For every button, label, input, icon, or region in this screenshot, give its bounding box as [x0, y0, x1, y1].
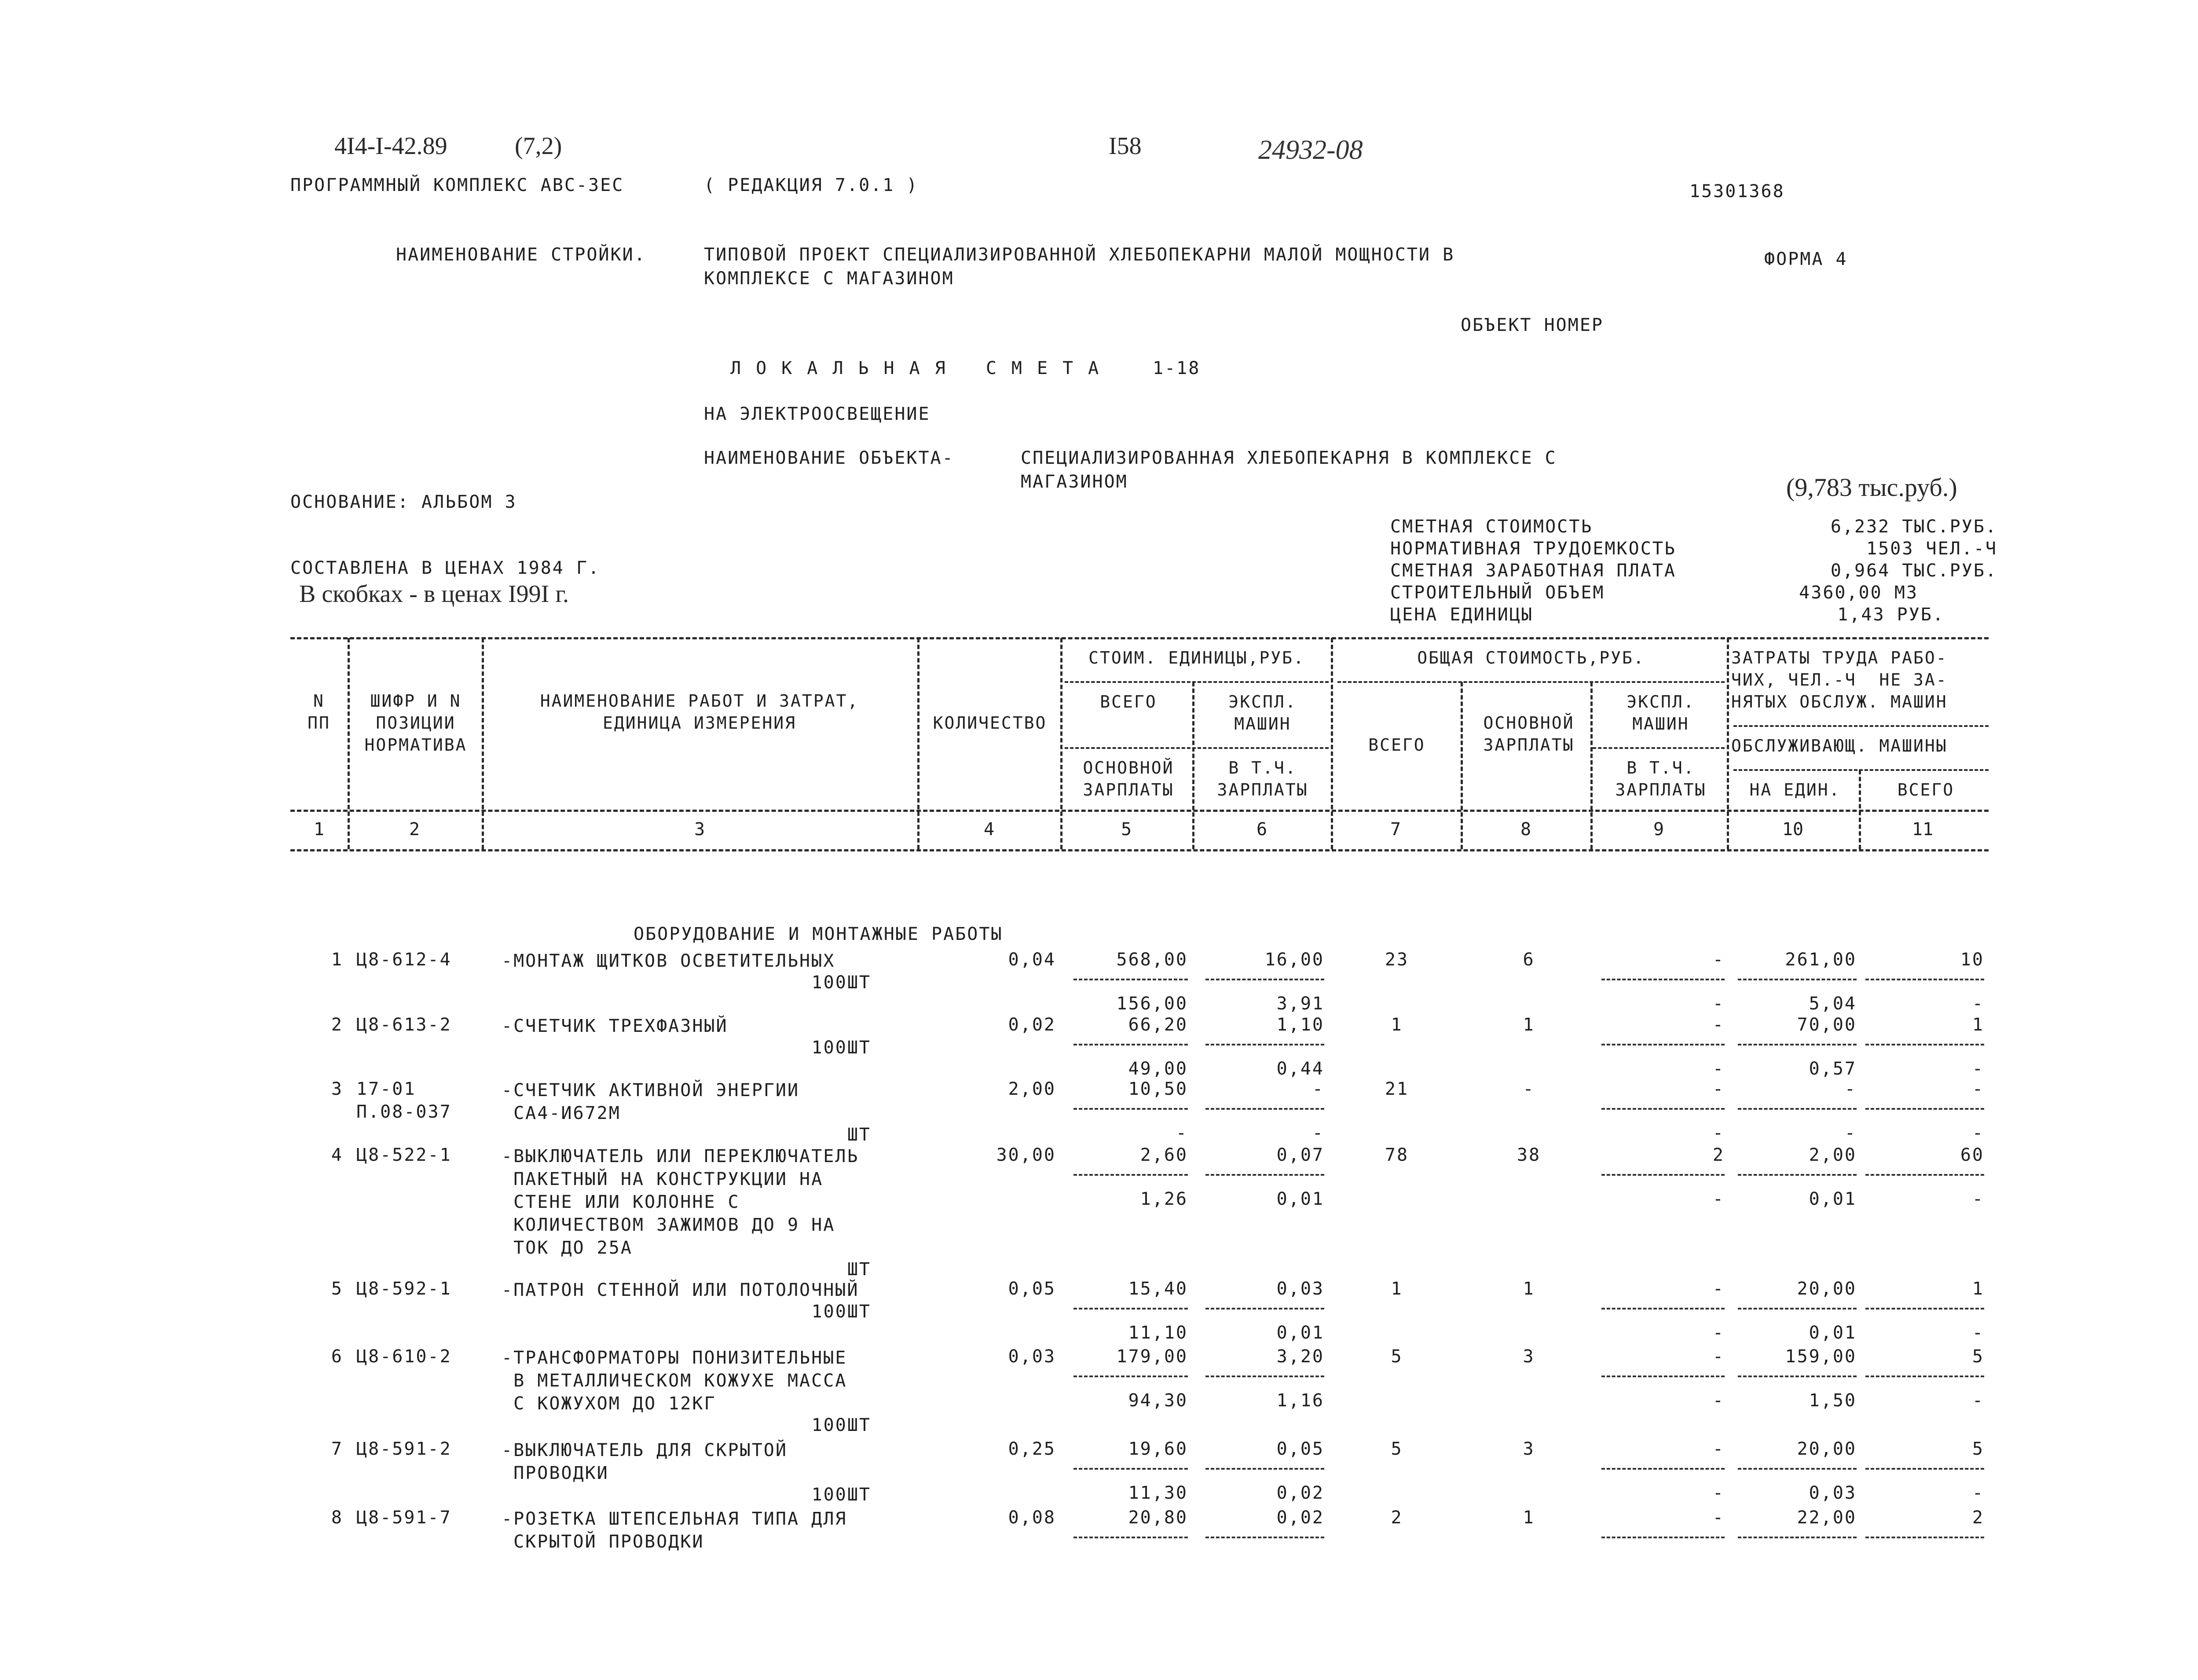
row-separator	[1601, 1468, 1725, 1470]
row-c6: 16,00	[1264, 950, 1324, 970]
row-separator	[1601, 1044, 1725, 1045]
summary-label: ЦЕНА ЕДИНИЦЫ	[1390, 605, 1533, 625]
row-c5: 10,50	[1128, 1079, 1188, 1099]
row-c7: 21	[1385, 1079, 1409, 1099]
row-separator	[1205, 979, 1324, 980]
construction-label: НАИМЕНОВАНИЕ СТРОЙКИ.	[396, 245, 646, 265]
row-separator	[1601, 1174, 1725, 1176]
summary-value: 1,43 РУБ.	[1837, 605, 1945, 625]
row-c10: 2,00	[1809, 1145, 1857, 1165]
object-number-label: ОБЪЕКТ НОМЕР	[1461, 315, 1604, 335]
row-separator	[1205, 1044, 1324, 1045]
row-c5b: 156,00	[1116, 994, 1188, 1014]
row-c8: 3	[1523, 1346, 1535, 1367]
row-separator	[1865, 979, 1984, 980]
row-c11: 5	[1972, 1346, 1984, 1367]
col-header-c7: ВСЕГО	[1368, 735, 1425, 755]
row-c10: 159,00	[1785, 1346, 1857, 1367]
row-c7: 23	[1385, 950, 1409, 970]
row-c10b: 0,01	[1809, 1323, 1857, 1343]
row-code: Ц8-591-2	[356, 1439, 452, 1459]
row-c5: 179,00	[1116, 1346, 1188, 1367]
estimate-subject: НА ЭЛЕКТРООСВЕЩЕНИЕ	[704, 404, 930, 424]
row-unit: ШТ	[847, 1259, 871, 1280]
row-c8: -	[1523, 1079, 1535, 1099]
col-number: 9	[1653, 819, 1664, 840]
summary-label: СМЕТНАЯ СТОИМОСТЬ	[1390, 517, 1593, 537]
summary-value: 4360,00 М3	[1799, 583, 1918, 603]
row-c9: -	[1712, 1508, 1725, 1528]
subheader-rule	[1065, 747, 1329, 749]
col-number: 1	[313, 819, 325, 840]
row-c5b: 49,00	[1128, 1059, 1188, 1079]
row-separator	[1205, 1468, 1324, 1470]
row-c6: -	[1312, 1079, 1324, 1099]
row-number: 5	[331, 1279, 343, 1299]
row-description: -СЧЕТЧИК ТРЕХФАЗНЫЙ	[502, 1016, 728, 1036]
row-c9b: -	[1712, 1323, 1725, 1343]
col-number: 11	[1912, 819, 1934, 840]
summary-label: СТРОИТЕЛЬНЫЙ ОБЪЕМ	[1390, 583, 1605, 603]
row-c11: 60	[1960, 1145, 1984, 1165]
document-code: 4I4-I-42.89	[334, 132, 447, 160]
row-code: Ц8-612-4	[356, 950, 452, 970]
col-number: 7	[1390, 819, 1401, 840]
row-unit: 100ШТ	[811, 972, 871, 993]
row-c11b: -	[1972, 1123, 1984, 1143]
row-c5b: 11,30	[1128, 1483, 1188, 1503]
row-separator	[1865, 1468, 1984, 1470]
estimate-title: ЛОКАЛЬНАЯ СМЕТА	[730, 358, 1114, 378]
row-separator	[1205, 1108, 1324, 1110]
col-number: 4	[983, 819, 995, 840]
row-code: Ц8-522-1	[356, 1145, 452, 1165]
col-header-labor: ЗАТРАТЫ ТРУДА РАБО- ЧИХ, ЧЕЛ.-Ч НЕ ЗА- НЯТЫХ ОБСЛУЖ. МАШИН	[1731, 648, 1948, 712]
col-number: 2	[409, 819, 420, 840]
row-c6: 1,10	[1276, 1015, 1324, 1035]
col-number: 5	[1121, 819, 1132, 840]
row-c7: 1	[1391, 1279, 1403, 1299]
row-c7: 1	[1391, 1015, 1403, 1035]
row-separator	[1073, 979, 1188, 980]
row-separator	[1601, 1108, 1725, 1110]
col-header-c5-bottom: ОСНОВНОЙ ЗАРПЛАТЫ	[1083, 758, 1174, 800]
col-header-unit-cost: СТОИМ. ЕДИНИЦЫ,РУБ.	[1088, 648, 1305, 668]
row-qty: 2,00	[1008, 1079, 1056, 1099]
summary-label: НОРМАТИВНАЯ ТРУДОЕМКОСТЬ	[1390, 539, 1676, 559]
construction-line-1: ТИПОВОЙ ПРОЕКТ СПЕЦИАЛИЗИРОВАННОЙ ХЛЕБОПЕКАРНИ МАЛОЙ МОЩНОСТИ В	[704, 245, 1455, 265]
header-rule-top	[290, 637, 1989, 639]
row-code: Ц8-613-2	[356, 1015, 452, 1035]
row-separator	[1865, 1044, 1984, 1045]
handwritten-number: 24932-08	[1258, 135, 1363, 165]
row-c8: 1	[1523, 1508, 1535, 1528]
row-code: Ц8-610-2	[356, 1346, 452, 1367]
program-edition: ( РЕДАКЦИЯ 7.0.1 )	[704, 175, 919, 195]
row-c9b: -	[1712, 1123, 1725, 1143]
row-separator	[1738, 1308, 1857, 1310]
row-separator	[1073, 1376, 1188, 1377]
row-c6b: 3,91	[1276, 994, 1324, 1014]
col-header-c9-bottom: В Т.Ч. ЗАРПЛАТЫ	[1615, 758, 1707, 800]
summary-value: 6,232 ТЫС.РУБ.	[1830, 517, 1997, 537]
header-rule-bottom	[290, 849, 1989, 851]
col-number: 8	[1520, 819, 1531, 840]
row-separator	[1205, 1537, 1324, 1538]
row-c5: 66,20	[1128, 1015, 1188, 1035]
row-unit: 100ШТ	[811, 1038, 871, 1058]
subheader-rule	[1593, 747, 1725, 749]
basis: ОСНОВАНИЕ: АЛЬБОМ 3	[290, 492, 517, 512]
document-part: (7,2)	[515, 132, 562, 160]
row-c5: 568,00	[1116, 950, 1188, 970]
row-description: -ВЫКЛЮЧАТЕЛЬ ДЛЯ СКРЫТОЙ ПРОВОДКИ	[502, 1440, 788, 1483]
row-number: 7	[331, 1439, 343, 1459]
row-c10b: 0,57	[1809, 1059, 1857, 1079]
row-description: -МОНТАЖ ЩИТКОВ ОСВЕТИТЕЛЬНЫХ	[502, 951, 835, 971]
row-c10b: 5,04	[1809, 994, 1857, 1014]
col-divider	[348, 638, 350, 849]
program-name: ПРОГРАММНЫЙ КОМПЛЕКС АВС-3ЕС	[290, 175, 624, 195]
summary-value: 1503 ЧЕЛ.-Ч	[1866, 539, 1997, 559]
row-c11: 10	[1960, 950, 1984, 970]
row-c5b: 11,10	[1128, 1323, 1188, 1343]
col-header-c10: НА ЕДИН.	[1749, 780, 1841, 800]
row-c6b: 0,02	[1276, 1483, 1324, 1503]
row-code: Ц8-591-7	[356, 1508, 452, 1528]
row-separator	[1601, 979, 1725, 980]
row-description: -ПАТРОН СТЕННОЙ ИЛИ ПОТОЛОЧНЫЙ	[502, 1280, 859, 1300]
section-title: ОБОРУДОВАНИЕ И МОНТАЖНЫЕ РАБОТЫ	[634, 924, 1003, 944]
row-separator	[1865, 1108, 1984, 1110]
row-c6b: 0,01	[1276, 1189, 1324, 1209]
col-header-c9-top: ЭКСПЛ. МАШИН	[1627, 692, 1695, 734]
row-c6b: 0,01	[1276, 1323, 1324, 1343]
row-number: 1	[331, 950, 343, 970]
row-c8: 1	[1523, 1279, 1535, 1299]
row-c8: 38	[1517, 1145, 1541, 1165]
row-code: 17-01	[356, 1079, 416, 1099]
row-separator	[1601, 1376, 1725, 1377]
row-c11: 1	[1972, 1015, 1984, 1035]
row-c10: 20,00	[1797, 1439, 1857, 1459]
cost-1991: (9,783 тыс.руб.)	[1786, 473, 1957, 502]
form-label: ФОРМА 4	[1764, 249, 1848, 269]
row-separator	[1738, 1044, 1857, 1045]
row-separator	[1865, 1537, 1984, 1538]
row-qty: 0,25	[1008, 1439, 1056, 1459]
summary-label: СМЕТНАЯ ЗАРАБОТНАЯ ПЛАТА	[1390, 561, 1676, 581]
row-separator	[1738, 1468, 1857, 1470]
row-number: 3	[331, 1079, 343, 1099]
row-c7: 5	[1391, 1439, 1403, 1459]
col-header-quantity: КОЛИЧЕСТВО	[933, 713, 1047, 733]
row-c7: 78	[1385, 1145, 1409, 1165]
row-qty: 0,08	[1008, 1508, 1056, 1528]
object-line-2: МАГАЗИНОМ	[1021, 472, 1128, 492]
row-c8: 1	[1523, 1015, 1535, 1035]
col-number: 6	[1256, 819, 1268, 840]
col-header-c6-bottom: В Т.Ч. ЗАРПЛАТЫ	[1217, 758, 1308, 800]
row-c10b: -	[1844, 1123, 1857, 1143]
col-divider	[1060, 638, 1062, 849]
row-c9: -	[1712, 1079, 1725, 1099]
row-separator	[1738, 1108, 1857, 1110]
col-header-c8: ОСНОВНОЙ ЗАРПЛАТЫ	[1483, 713, 1575, 755]
row-c11: -	[1972, 1079, 1984, 1099]
stamp-number: 15301368	[1689, 181, 1785, 202]
col-divider	[1590, 682, 1593, 849]
row-c7: 5	[1391, 1346, 1403, 1367]
row-unit: ШТ	[847, 1125, 871, 1145]
row-c9b: -	[1712, 1189, 1725, 1209]
row-c6b: -	[1312, 1123, 1324, 1143]
col-header-n: N ПП	[308, 691, 330, 733]
row-c10b: 0,01	[1809, 1189, 1857, 1209]
row-separator	[1738, 979, 1857, 980]
row-separator	[1738, 1376, 1857, 1377]
row-number: 4	[331, 1145, 343, 1165]
col-header-name: НАИМЕНОВАНИЕ РАБОТ И ЗАТРАТ, ЕДИНИЦА ИЗМЕРЕНИЯ	[540, 691, 859, 733]
row-separator	[1073, 1308, 1188, 1310]
row-c9: -	[1712, 1015, 1725, 1035]
row-separator	[1073, 1174, 1188, 1176]
row-qty: 0,04	[1008, 950, 1056, 970]
row-separator	[1865, 1308, 1984, 1310]
row-c11: 1	[1972, 1279, 1984, 1299]
row-c9b: -	[1712, 1483, 1725, 1503]
col-number: 10	[1782, 819, 1804, 840]
col-number: 3	[694, 819, 705, 840]
col-header-c6-top: ЭКСПЛ. МАШИН	[1228, 692, 1297, 734]
row-description: -ТРАНСФОРМАТОРЫ ПОНИЗИТЕЛЬНЫЕ В МЕТАЛЛИЧЕСКОМ КОЖУХЕ МАССА С КОЖУХОМ ДО 12КГ	[502, 1348, 847, 1414]
row-c5: 15,40	[1128, 1279, 1188, 1299]
col-divider	[1461, 682, 1463, 849]
row-c6b: 1,16	[1276, 1390, 1324, 1411]
row-qty: 0,02	[1008, 1015, 1056, 1035]
row-qty: 0,03	[1008, 1346, 1056, 1367]
row-c9: -	[1712, 1279, 1725, 1299]
row-separator	[1601, 1308, 1725, 1310]
row-description: -ВЫКЛЮЧАТЕЛЬ ИЛИ ПЕРЕКЛЮЧАТЕЛЬ ПАКЕТНЫЙ НА КОНСТРУКЦИИ НА СТЕНЕ ИЛИ КОЛОННЕ С КОЛИЧЕСТВОМ ЗАЖИМОВ ДО 9 НА ТОК ДО 25А	[502, 1146, 859, 1258]
subheader-rule	[1065, 681, 1329, 683]
summary-value: 0,964 ТЫС.РУБ.	[1830, 561, 1997, 581]
row-c11b: -	[1972, 1323, 1984, 1343]
subheader-rule	[1733, 725, 1989, 727]
row-separator	[1073, 1468, 1188, 1470]
row-c5b: 94,30	[1128, 1390, 1188, 1411]
row-c9b: -	[1712, 1059, 1725, 1079]
col-header-code: ШИФР И N ПОЗИЦИИ НОРМАТИВА	[364, 691, 467, 755]
row-c10b: 1,50	[1809, 1390, 1857, 1411]
header-rule-middle	[290, 810, 1989, 812]
row-separator	[1205, 1308, 1324, 1310]
row-separator	[1205, 1174, 1324, 1176]
col-divider	[482, 638, 484, 849]
row-c8: 6	[1523, 950, 1535, 970]
row-unit: 100ШТ	[811, 1302, 871, 1322]
object-label: НАИМЕНОВАНИЕ ОБЪЕКТА-	[704, 448, 954, 468]
subheader-rule	[1733, 769, 1989, 771]
row-c9: -	[1712, 1439, 1725, 1459]
prices-1991-note: В скобках - в ценах I99I г.	[299, 580, 569, 608]
row-c11b: -	[1972, 1189, 1984, 1209]
row-c9b: -	[1712, 994, 1725, 1014]
row-qty: 0,05	[1008, 1279, 1056, 1299]
row-separator	[1073, 1537, 1188, 1538]
row-code-extra: П.08-037	[356, 1102, 452, 1122]
row-c8: 3	[1523, 1439, 1535, 1459]
col-divider	[1727, 638, 1729, 849]
row-number: 8	[331, 1508, 343, 1528]
row-c6b: 0,44	[1276, 1059, 1324, 1079]
prices-year: СОСТАВЛЕНА В ЦЕНАХ 1984 Г.	[290, 558, 601, 578]
row-description: -РОЗЕТКА ШТЕПСЕЛЬНАЯ ТИПА ДЛЯ СКРЫТОЙ ПРОВОДКИ	[502, 1509, 847, 1552]
row-c5: 19,60	[1128, 1439, 1188, 1459]
row-c10b: 0,03	[1809, 1483, 1857, 1503]
row-c5b: 1,26	[1140, 1189, 1188, 1209]
row-separator	[1601, 1537, 1725, 1538]
row-c6: 0,07	[1276, 1145, 1324, 1165]
row-c5: 2,60	[1140, 1145, 1188, 1165]
row-c11b: -	[1972, 1390, 1984, 1411]
row-separator	[1865, 1376, 1984, 1377]
row-c10: 20,00	[1797, 1279, 1857, 1299]
row-c7: 2	[1391, 1508, 1403, 1528]
estimate-number: 1-18	[1153, 358, 1201, 378]
col-header-labor-sub: ОБСЛУЖИВАЮЩ. МАШИНЫ	[1731, 736, 1948, 756]
row-c10: -	[1844, 1079, 1857, 1099]
row-c9b: -	[1712, 1390, 1725, 1411]
row-c11b: -	[1972, 1483, 1984, 1503]
row-c9: -	[1712, 1346, 1725, 1367]
object-line-1: СПЕЦИАЛИЗИРОВАННАЯ ХЛЕБОПЕКАРНЯ В КОМПЛЕКСЕ С	[1021, 448, 1557, 468]
col-header-c11: ВСЕГО	[1897, 780, 1955, 800]
row-unit: 100ШТ	[811, 1485, 871, 1505]
row-c6: 3,20	[1276, 1346, 1324, 1367]
row-separator	[1738, 1537, 1857, 1538]
col-header-total-cost: ОБЩАЯ СТОИМОСТЬ,РУБ.	[1417, 648, 1645, 668]
row-c5b: -	[1176, 1123, 1188, 1143]
row-code: Ц8-592-1	[356, 1279, 452, 1299]
row-c10: 22,00	[1797, 1508, 1857, 1528]
row-c11: 2	[1972, 1508, 1984, 1528]
col-header-c5-top: ВСЕГО	[1100, 692, 1157, 712]
row-separator	[1073, 1108, 1188, 1110]
row-c11b: -	[1972, 994, 1984, 1014]
construction-line-2: КОМПЛЕКСЕ С МАГАЗИНОМ	[704, 268, 954, 289]
row-c9: -	[1712, 950, 1725, 970]
row-qty: 30,00	[996, 1145, 1056, 1165]
row-separator	[1073, 1044, 1188, 1045]
row-c6: 0,05	[1276, 1439, 1324, 1459]
col-divider	[1192, 682, 1194, 849]
row-c5: 20,80	[1128, 1508, 1188, 1528]
row-number: 6	[331, 1346, 343, 1367]
col-divider	[1859, 770, 1861, 849]
row-separator	[1205, 1376, 1324, 1377]
col-divider	[917, 638, 919, 849]
row-number: 2	[331, 1015, 343, 1035]
row-c10: 261,00	[1785, 950, 1857, 970]
page-number: I58	[1109, 132, 1142, 160]
row-description: -СЧЕТЧИК АКТИВНОЙ ЭНЕРГИИ СА4-И672М	[502, 1080, 800, 1123]
subheader-rule	[1337, 681, 1725, 683]
row-c11b: -	[1972, 1059, 1984, 1079]
row-unit: 100ШТ	[811, 1415, 871, 1435]
row-c11: 5	[1972, 1439, 1984, 1459]
row-separator	[1865, 1174, 1984, 1176]
row-separator	[1738, 1174, 1857, 1176]
row-c10: 70,00	[1797, 1015, 1857, 1035]
row-c6: 0,02	[1276, 1508, 1324, 1528]
row-c9: 2	[1712, 1145, 1725, 1165]
row-c6: 0,03	[1276, 1279, 1324, 1299]
